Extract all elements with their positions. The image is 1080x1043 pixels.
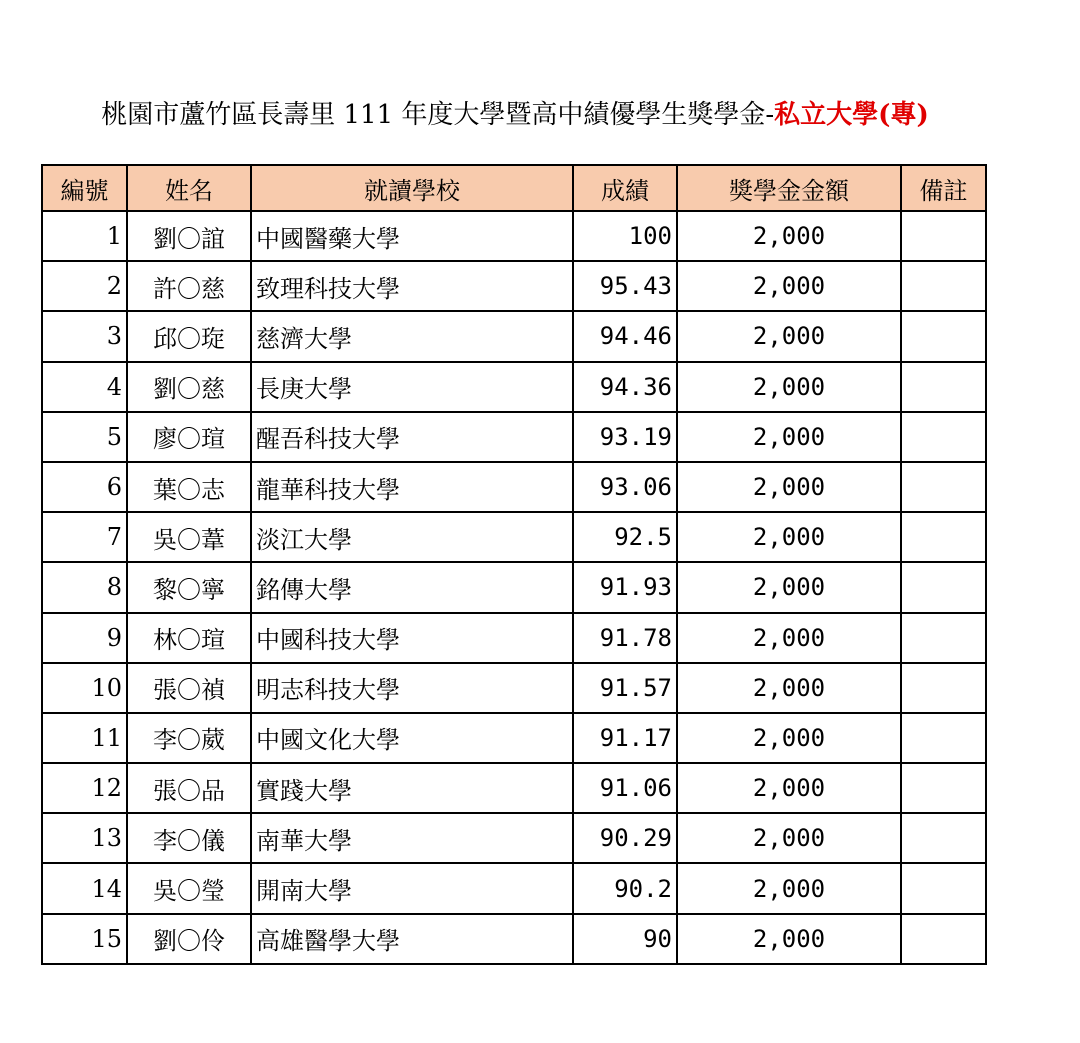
score: 91.57: [573, 663, 677, 713]
scholarship-amount: 2,000: [677, 914, 901, 964]
row-number: 4: [42, 362, 127, 412]
student-name: 張〇品: [127, 763, 251, 813]
table-row: [42, 914, 986, 964]
scholarship-amount: 2,000: [677, 863, 901, 913]
score: 94.36: [573, 362, 677, 412]
table-row: [42, 613, 986, 663]
table-body: [42, 211, 986, 964]
scholarship-amount: 2,000: [677, 462, 901, 512]
scholarship-amount: 2,000: [677, 713, 901, 763]
school-name: 淡江大學: [251, 512, 573, 562]
note: [901, 211, 986, 261]
scholarship-amount: 2,000: [677, 311, 901, 361]
row-number: 2: [42, 261, 127, 311]
school-name: 中國醫藥大學: [251, 211, 573, 261]
score: 90.2: [573, 863, 677, 913]
student-name: 廖〇瑄: [127, 412, 251, 462]
school-name: 南華大學: [251, 813, 573, 863]
student-name: 李〇葳: [127, 713, 251, 763]
note: [901, 462, 986, 512]
note: [901, 663, 986, 713]
school-name: 醒吾科技大學: [251, 412, 573, 462]
row-number: 8: [42, 562, 127, 612]
score: 91.93: [573, 562, 677, 612]
score: 94.46: [573, 311, 677, 361]
note: [901, 914, 986, 964]
score: 90: [573, 914, 677, 964]
scholarship-amount: 2,000: [677, 211, 901, 261]
table-row: [42, 763, 986, 813]
note: [901, 613, 986, 663]
student-name: 吳〇瑩: [127, 863, 251, 913]
row-number: 5: [42, 412, 127, 462]
score: 90.29: [573, 813, 677, 863]
row-number: 6: [42, 462, 127, 512]
scholarship-amount: 2,000: [677, 562, 901, 612]
header-score: 成績: [573, 165, 677, 211]
school-name: 高雄醫學大學: [251, 914, 573, 964]
note: [901, 813, 986, 863]
student-name: 黎〇寧: [127, 562, 251, 612]
note: [901, 311, 986, 361]
row-number: 1: [42, 211, 127, 261]
page-title: [0, 94, 1030, 131]
score: 92.5: [573, 512, 677, 562]
scholarship-amount: 2,000: [677, 412, 901, 462]
note: [901, 863, 986, 913]
student-name: 劉〇誼: [127, 211, 251, 261]
header-amount: 獎學金金額: [677, 165, 901, 211]
note: [901, 763, 986, 813]
note: [901, 362, 986, 412]
row-number: 10: [42, 663, 127, 713]
table-row: [42, 713, 986, 763]
row-number: 12: [42, 763, 127, 813]
table-row: [42, 512, 986, 562]
school-name: 致理科技大學: [251, 261, 573, 311]
student-name: 吳〇葦: [127, 512, 251, 562]
scholarship-amount: 2,000: [677, 663, 901, 713]
student-name: 劉〇伶: [127, 914, 251, 964]
student-name: 邱〇琁: [127, 311, 251, 361]
scholarship-amount: 2,000: [677, 261, 901, 311]
student-name: 葉〇志: [127, 462, 251, 512]
note: [901, 412, 986, 462]
school-name: 慈濟大學: [251, 311, 573, 361]
note: [901, 261, 986, 311]
row-number: 14: [42, 863, 127, 913]
table-row: [42, 562, 986, 612]
school-name: 中國文化大學: [251, 713, 573, 763]
table-row: [42, 663, 986, 713]
score: 91.78: [573, 613, 677, 663]
school-name: 實踐大學: [251, 763, 573, 813]
row-number: 9: [42, 613, 127, 663]
scholarship-amount: 2,000: [677, 613, 901, 663]
table-row: [42, 311, 986, 361]
note: [901, 562, 986, 612]
header-school: 就讀學校: [251, 165, 573, 211]
row-number: 15: [42, 914, 127, 964]
student-name: 劉〇慈: [127, 362, 251, 412]
student-name: 林〇瑄: [127, 613, 251, 663]
scholarship-table: [41, 164, 987, 965]
row-number: 7: [42, 512, 127, 562]
scholarship-amount: 2,000: [677, 813, 901, 863]
score: 93.06: [573, 462, 677, 512]
note: [901, 512, 986, 562]
row-number: 11: [42, 713, 127, 763]
score: 91.17: [573, 713, 677, 763]
header-number: 編號: [42, 165, 127, 211]
student-name: 李〇儀: [127, 813, 251, 863]
score: 100: [573, 211, 677, 261]
table-header-row: [42, 165, 986, 211]
table-row: [42, 813, 986, 863]
table-row: [42, 462, 986, 512]
table-row: [42, 261, 986, 311]
scholarship-amount: 2,000: [677, 763, 901, 813]
school-name: 銘傳大學: [251, 562, 573, 612]
header-note: 備註: [901, 165, 986, 211]
school-name: 中國科技大學: [251, 613, 573, 663]
scholarship-amount: 2,000: [677, 362, 901, 412]
scholarship-amount: 2,000: [677, 512, 901, 562]
table-row: [42, 863, 986, 913]
table-row: [42, 211, 986, 261]
student-name: 張〇禎: [127, 663, 251, 713]
school-name: 明志科技大學: [251, 663, 573, 713]
school-name: 長庚大學: [251, 362, 573, 412]
title-highlight: 私立大學(專): [774, 100, 929, 130]
title-main: 桃園市蘆竹區長壽里 111 年度大學暨高中績優學生獎學金-: [101, 100, 775, 130]
score: 93.19: [573, 412, 677, 462]
table-row: [42, 412, 986, 462]
school-name: 龍華科技大學: [251, 462, 573, 512]
score: 91.06: [573, 763, 677, 813]
row-number: 13: [42, 813, 127, 863]
row-number: 3: [42, 311, 127, 361]
note: [901, 713, 986, 763]
student-name: 許〇慈: [127, 261, 251, 311]
school-name: 開南大學: [251, 863, 573, 913]
table-row: [42, 362, 986, 412]
score: 95.43: [573, 261, 677, 311]
header-name: 姓名: [127, 165, 251, 211]
